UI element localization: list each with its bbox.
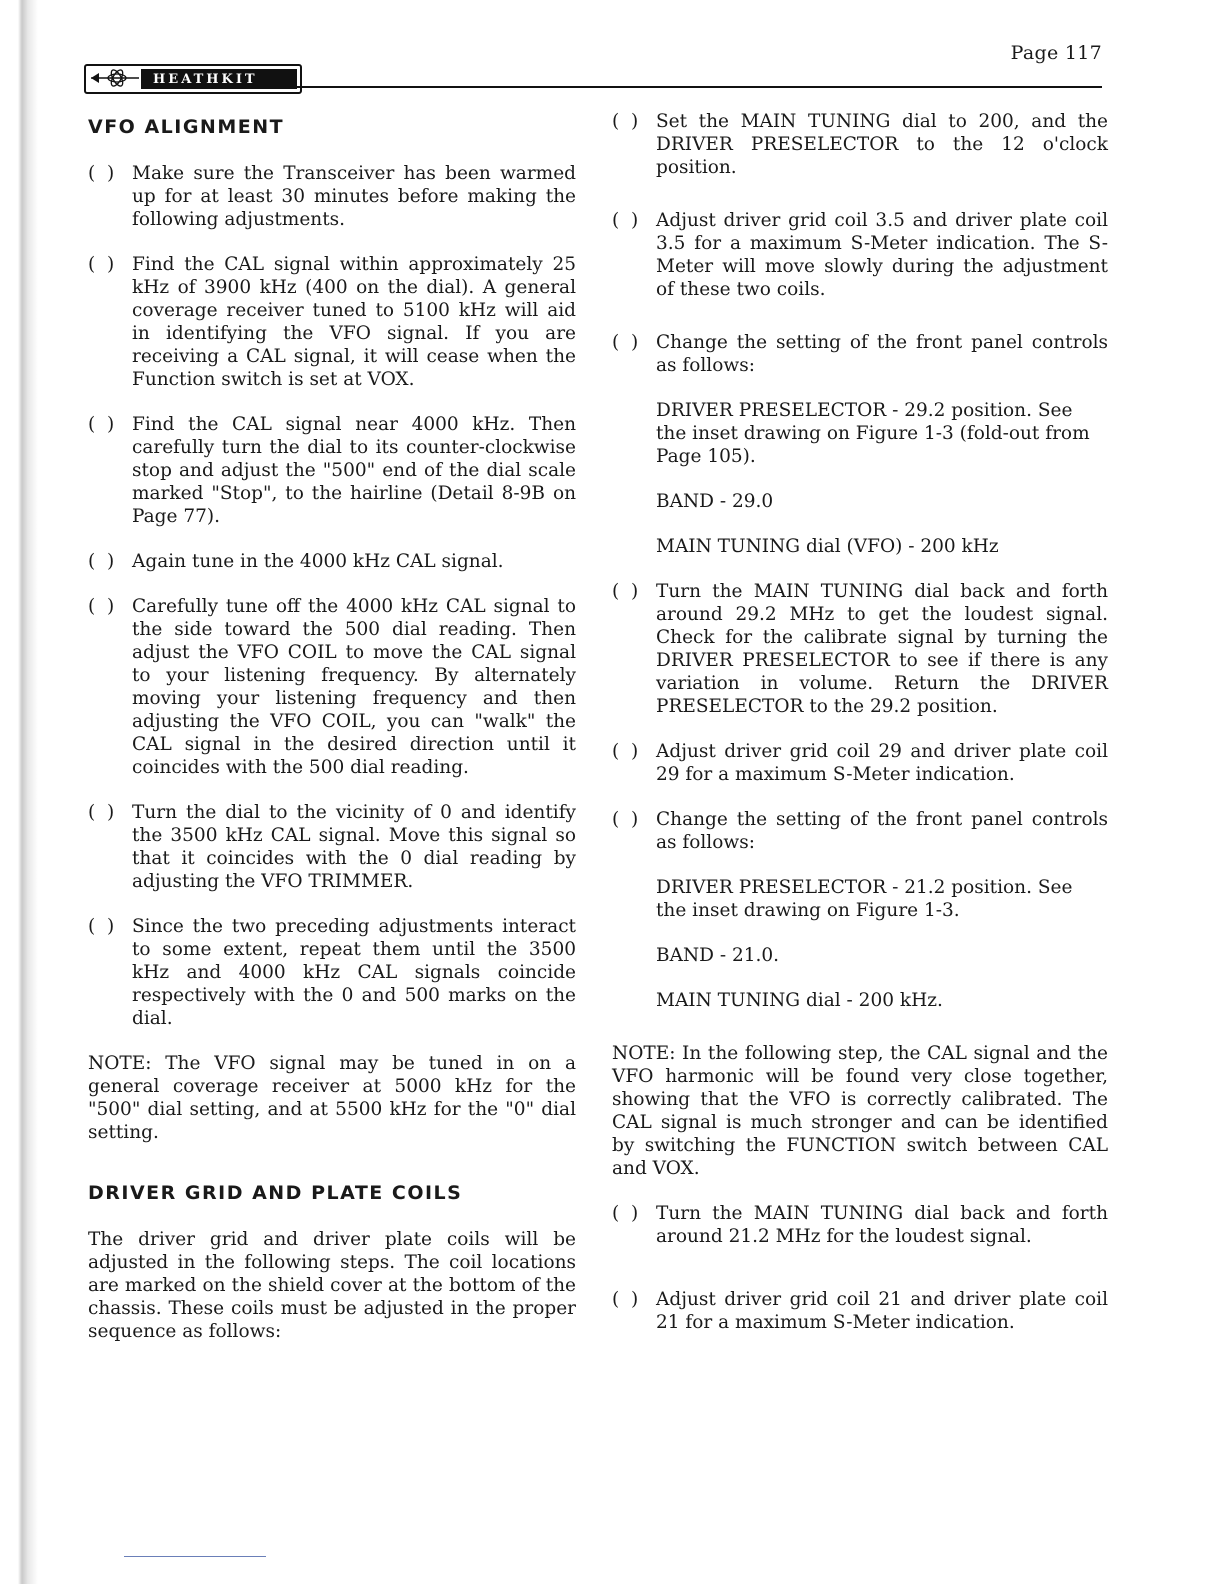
right-column [612,110,1108,1356]
section-title-vfo-alignment: VFO ALIGNMENT [88,116,285,138]
setting-driver-preselector: DRIVER PRESELECTOR - 21.2 position. See the inset drawing on Figure 1-3. [656,877,1073,921]
checkbox[interactable]: ( ) [612,1289,639,1310]
left-column [88,110,576,1365]
step-item [612,331,1108,377]
checkbox[interactable]: ( ) [88,414,115,435]
logo-atom-icon [89,69,143,89]
heathkit-logo [84,64,302,94]
checkbox[interactable]: ( ) [88,551,115,572]
footer-rule [124,1556,266,1557]
step-text: Make sure the Transceiver has been warmed up for at least 30 minutes before making the following adjustments. [132,163,576,230]
step-item [88,801,576,893]
step-item [88,915,576,1030]
step-text: Since the two preceding adjustments interact to some extent, repeat them until the 3500 kHz and 4000 kHz CAL signals coincide respectively with the 0 and 500 marks on the dial. [132,916,576,1029]
checkbox[interactable]: ( ) [612,1203,639,1224]
logo-brand-text: HEATHKIT [153,71,258,87]
note-vfo-receiver: NOTE: The VFO signal may be tuned in on a general coverage receiver at 5000 kHz for the "500" dial setting, and at 5500 kHz for the "0" dial setting. [88,1053,576,1143]
header-rule [296,86,1102,88]
step-text: Change the setting of the front panel controls as follows: [656,332,1108,376]
checkbox[interactable]: ( ) [612,332,639,353]
section-title-driver-coils: DRIVER GRID AND PLATE COILS [88,1182,463,1204]
step-text: Adjust driver grid coil 21 and driver plate coil 21 for a maximum S-Meter indication. [656,1289,1108,1333]
driver-coils-intro: The driver grid and driver plate coils will be adjusted in the following steps. The coil locations are marked on the shield cover at the bottom of the chassis. These coils must be adjusted in the proper sequence as follows: [88,1229,576,1342]
checkbox[interactable]: ( ) [88,916,115,937]
checkbox[interactable]: ( ) [612,741,639,762]
step-text: Adjust driver grid coil 29 and driver plate coil 29 for a maximum S-Meter indication. [656,741,1108,785]
step-text: Turn the dial to the vicinity of 0 and identify the 3500 kHz CAL signal. Move this signal so that it coincides with the 0 dial reading by adjusting the VFO TRIMMER. [132,802,576,892]
step-item [612,740,1108,786]
checkbox[interactable]: ( ) [88,163,115,184]
checkbox[interactable]: ( ) [612,809,639,830]
step-text: Turn the MAIN TUNING dial back and forth around 29.2 MHz to get the loudest signal. Check for the calibrate signal by turning the DRIVER PRESELECTOR to see if there is any variation in volume. Return the DRIVER PRESELECTOR to the 29.2 position. [656,581,1108,717]
page-number: Page 117 [1010,42,1102,64]
step-item [612,110,1108,179]
setting-band: BAND - 21.0. [656,945,780,966]
checkbox[interactable]: ( ) [88,254,115,275]
checkbox[interactable]: ( ) [88,596,115,617]
step-item [88,162,576,231]
setting-main-tuning: MAIN TUNING dial (VFO) - 200 kHz [656,536,999,557]
checkbox[interactable]: ( ) [612,581,639,602]
step-text: Find the CAL signal near 4000 kHz. Then carefully turn the dial to its counter-clockwise stop and adjust the "500" end of the dial scale marked "Stop", to the hairline (Detail 8-9B on Page 77). [132,414,576,527]
step-text: Find the CAL signal within approximately 25 kHz of 3900 kHz (400 on the dial). A general coverage receiver tuned to 5100 kHz will aid in identifying the VFO signal. If you are receiving a CAL signal, it will cease when the Function switch is set at VOX. [132,254,576,390]
step-item [612,808,1108,854]
step-item [88,413,576,528]
step-item [612,209,1108,301]
scan-binding-edge [0,0,38,1584]
checkbox[interactable]: ( ) [88,802,115,823]
step-item [612,580,1108,718]
step-item [612,1202,1108,1248]
note-cal-signal: NOTE: In the following step, the CAL signal and the VFO harmonic will be found very close together, showing that the VFO is correctly calibrated. The CAL signal is much stronger and can be identified by switching the FUNCTION switch between CAL and VOX. [612,1043,1108,1179]
setting-driver-preselector: DRIVER PRESELECTOR - 29.2 position. See the inset drawing on Figure 1-3 (fold-out from Page 105). [656,400,1090,467]
step-text: Again tune in the 4000 kHz CAL signal. [132,551,504,572]
setting-band: BAND - 29.0 [656,491,774,512]
step-item [88,253,576,391]
step-item [88,550,576,573]
step-text: Carefully tune off the 4000 kHz CAL signal to the side toward the 500 dial reading. Then adjust the VFO COIL to move the CAL signal to your listening frequency. By alternately moving your listening frequency and then adjusting the VFO COIL, you can "walk" the CAL signal in the desired direction until it coincides with the 500 dial reading. [132,596,576,778]
step-text: Adjust driver grid coil 3.5 and driver plate coil 3.5 for a maximum S-Meter indication. The S-Meter will move slowly during the adjustment of these two coils. [656,210,1108,300]
checkbox[interactable]: ( ) [612,111,639,132]
step-item [612,1288,1108,1334]
step-text: Turn the MAIN TUNING dial back and forth around 21.2 MHz for the loudest signal. [656,1203,1108,1247]
checkbox[interactable]: ( ) [612,210,639,231]
step-text: Set the MAIN TUNING dial to 200, and the DRIVER PRESELECTOR to the 12 o'clock position. [656,111,1108,178]
setting-main-tuning: MAIN TUNING dial - 200 kHz. [656,990,943,1011]
step-text: Change the setting of the front panel controls as follows: [656,809,1108,853]
step-item [88,595,576,779]
